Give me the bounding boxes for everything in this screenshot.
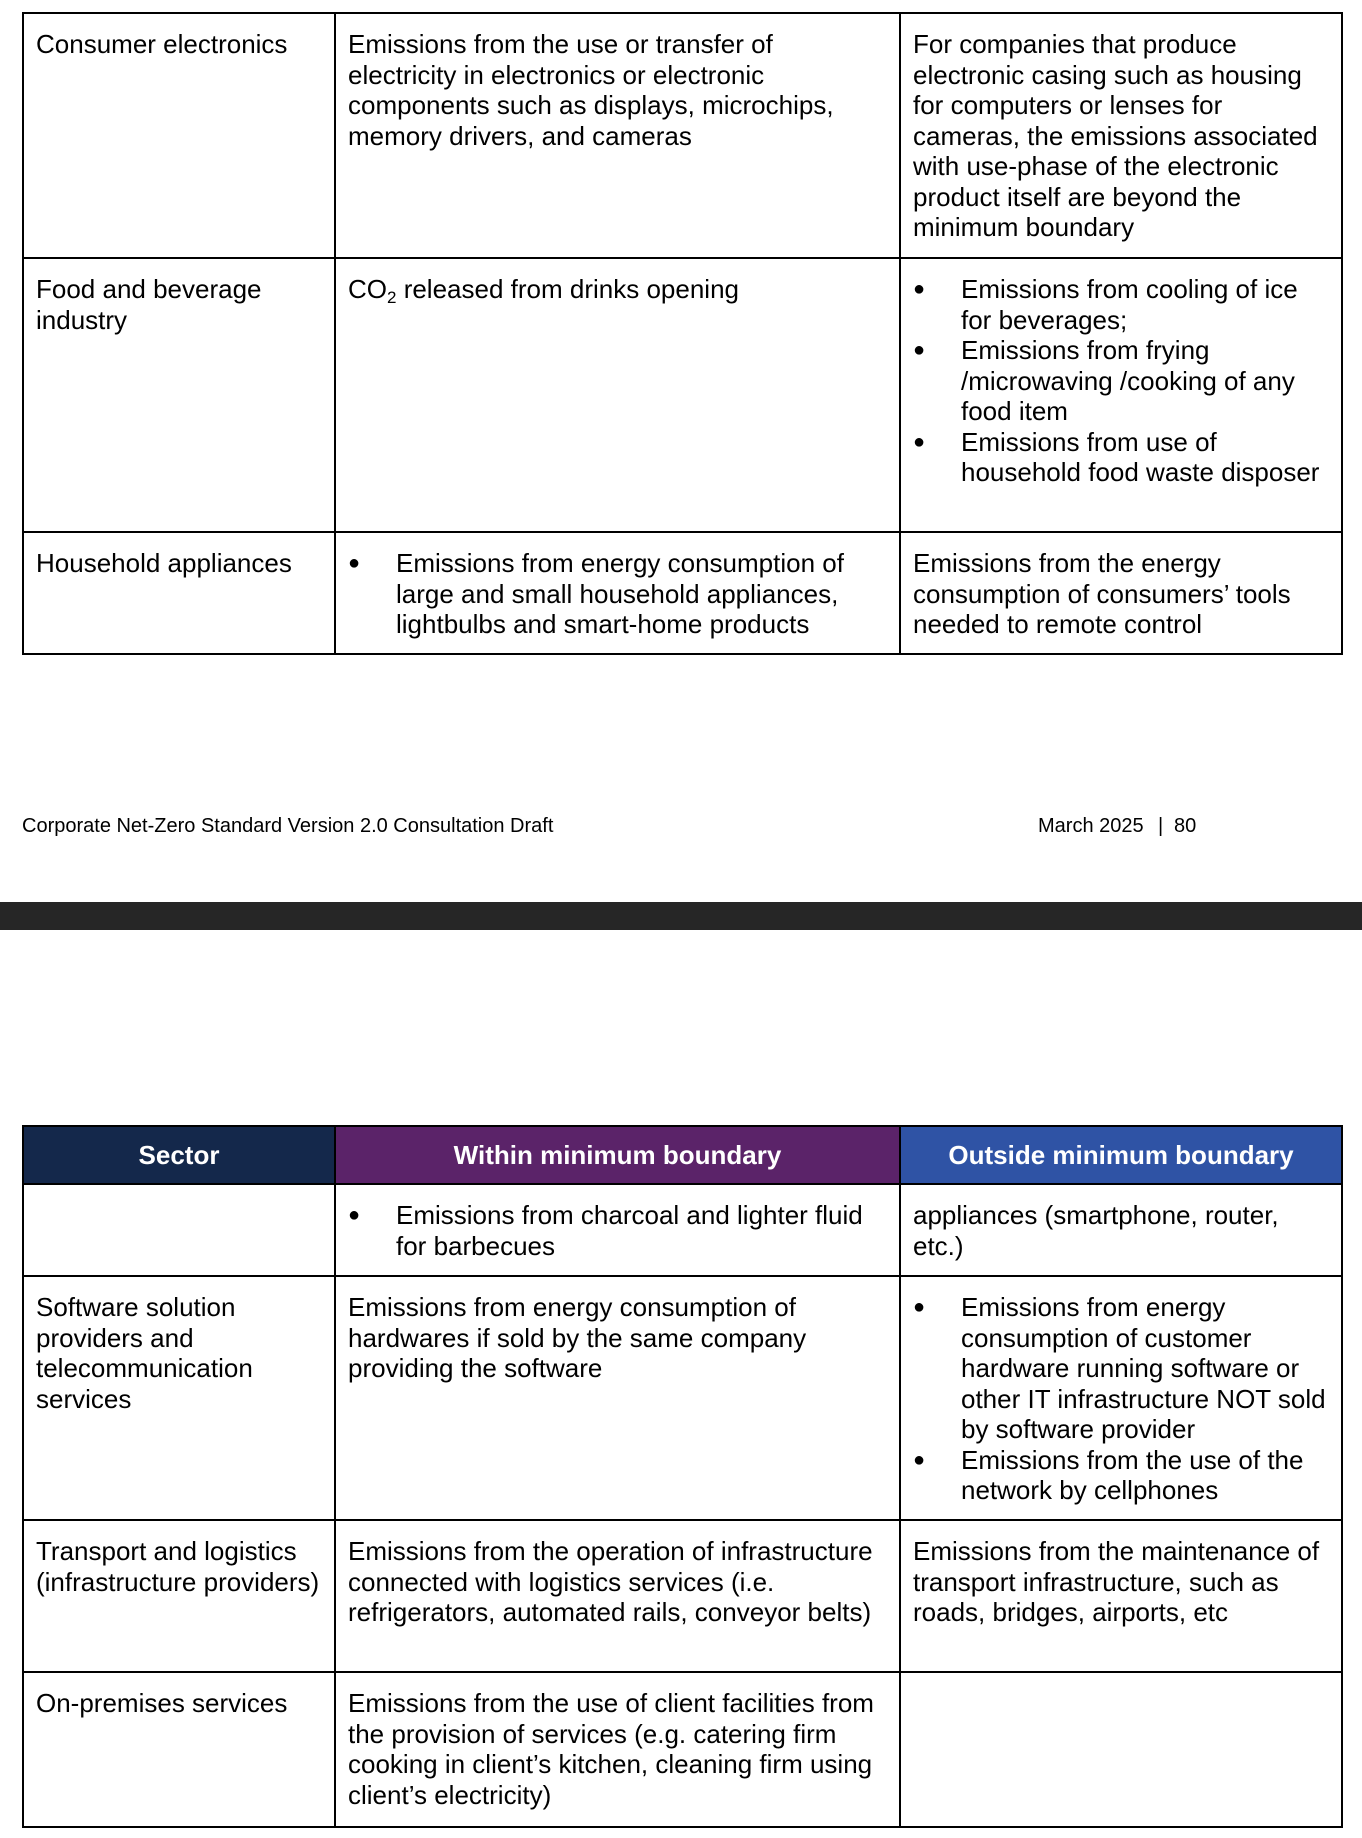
outside-boundary-cell: For companies that produce electronic casing such as housing for computers or lenses for cameras, the emissions associated with use-phase of the electronic product itself are beyond the minimum boundary xyxy=(900,13,1342,258)
page-number: 80 xyxy=(1174,815,1197,837)
table-row xyxy=(23,258,1342,532)
sector-cell: Food and beverage industry xyxy=(23,258,335,532)
sector-cell: Consumer electronics xyxy=(23,13,335,258)
footer-separator: | xyxy=(1158,815,1164,837)
bullet-list xyxy=(348,1200,887,1261)
footer-date: March 2025 xyxy=(1038,815,1144,837)
header-outside-boundary: Outside minimum boundary xyxy=(900,1126,1342,1184)
outside-boundary-cell xyxy=(900,1672,1342,1827)
sector-cell: On-premises services xyxy=(23,1672,335,1827)
table-row xyxy=(23,13,1342,258)
document-page-top xyxy=(0,0,1362,902)
table-row xyxy=(23,1276,1342,1520)
outside-boundary-cell: Emissions from the maintenance of transport infrastructure, such as roads, bridges, airports, etc xyxy=(900,1520,1342,1672)
sector-cell: Household appliances xyxy=(23,532,335,654)
sector-cell: Transport and logistics (infrastructure providers) xyxy=(23,1520,335,1672)
outside-boundary-cell xyxy=(900,258,1342,532)
table-row xyxy=(23,1672,1342,1827)
bullet-list xyxy=(348,548,887,640)
list-item: ● Emissions from frying /microwaving /cooking of any food item xyxy=(913,335,1329,427)
sector-cell xyxy=(23,1184,335,1276)
subscript: 2 xyxy=(387,288,397,307)
table-row xyxy=(23,1184,1342,1276)
within-text: released from drinks opening xyxy=(396,274,739,304)
outside-boundary-cell: Emissions from the energy consumption of consumers’ tools needed to remote control xyxy=(900,532,1342,654)
header-within-boundary: Within minimum boundary xyxy=(335,1126,900,1184)
table-header-row xyxy=(23,1126,1342,1184)
within-boundary-cell xyxy=(335,258,900,532)
list-item: ● Emissions from the use of the network by cellphones xyxy=(913,1445,1329,1506)
table-row xyxy=(23,532,1342,654)
table-row xyxy=(23,1520,1342,1672)
within-boundary-cell: Emissions from the use of client facilities from the provision of services (e.g. catering firm cooking in client’s kitchen, cleaning firm using client’s electricity) xyxy=(335,1672,900,1827)
sector-cell: Software solution providers and telecommunication services xyxy=(23,1276,335,1520)
list-item: ● Emissions from energy consumption of customer hardware running software or other IT infrastructure NOT sold by software provider xyxy=(913,1292,1329,1445)
within-boundary-cell xyxy=(335,532,900,654)
chemical-formula: CO xyxy=(348,274,387,304)
boundary-table xyxy=(22,1125,1343,1828)
within-boundary-cell: Emissions from the use or transfer of electricity in electronics or electronic components such as displays, microchips, memory drivers, and cameras xyxy=(335,13,900,258)
header-sector: Sector xyxy=(23,1126,335,1184)
list-item: ● Emissions from cooling of ice for beverages; xyxy=(913,274,1329,335)
document-page-bottom xyxy=(0,930,1362,1838)
list-item: ● Emissions from energy consumption of large and small household appliances, lightbulbs and smart-home products xyxy=(348,548,887,640)
list-item: ● Emissions from use of household food waste disposer xyxy=(913,427,1329,488)
outside-boundary-cell: appliances (smartphone, router, etc.) xyxy=(900,1184,1342,1276)
footer-title: Corporate Net-Zero Standard Version 2.0 Consultation Draft xyxy=(22,815,554,837)
outside-boundary-cell xyxy=(900,1276,1342,1520)
list-item: ● Emissions from charcoal and lighter fluid for barbecues xyxy=(348,1200,887,1261)
within-boundary-cell: Emissions from the operation of infrastructure connected with logistics services (i.e. refrigerators, automated rails, conveyor belts) xyxy=(335,1520,900,1672)
within-boundary-cell: Emissions from energy consumption of hardwares if sold by the same company providing the software xyxy=(335,1276,900,1520)
bullet-list xyxy=(913,274,1329,488)
within-boundary-cell xyxy=(335,1184,900,1276)
bullet-list xyxy=(913,1292,1329,1506)
boundary-table-continued xyxy=(22,12,1343,655)
page-break xyxy=(0,902,1362,930)
